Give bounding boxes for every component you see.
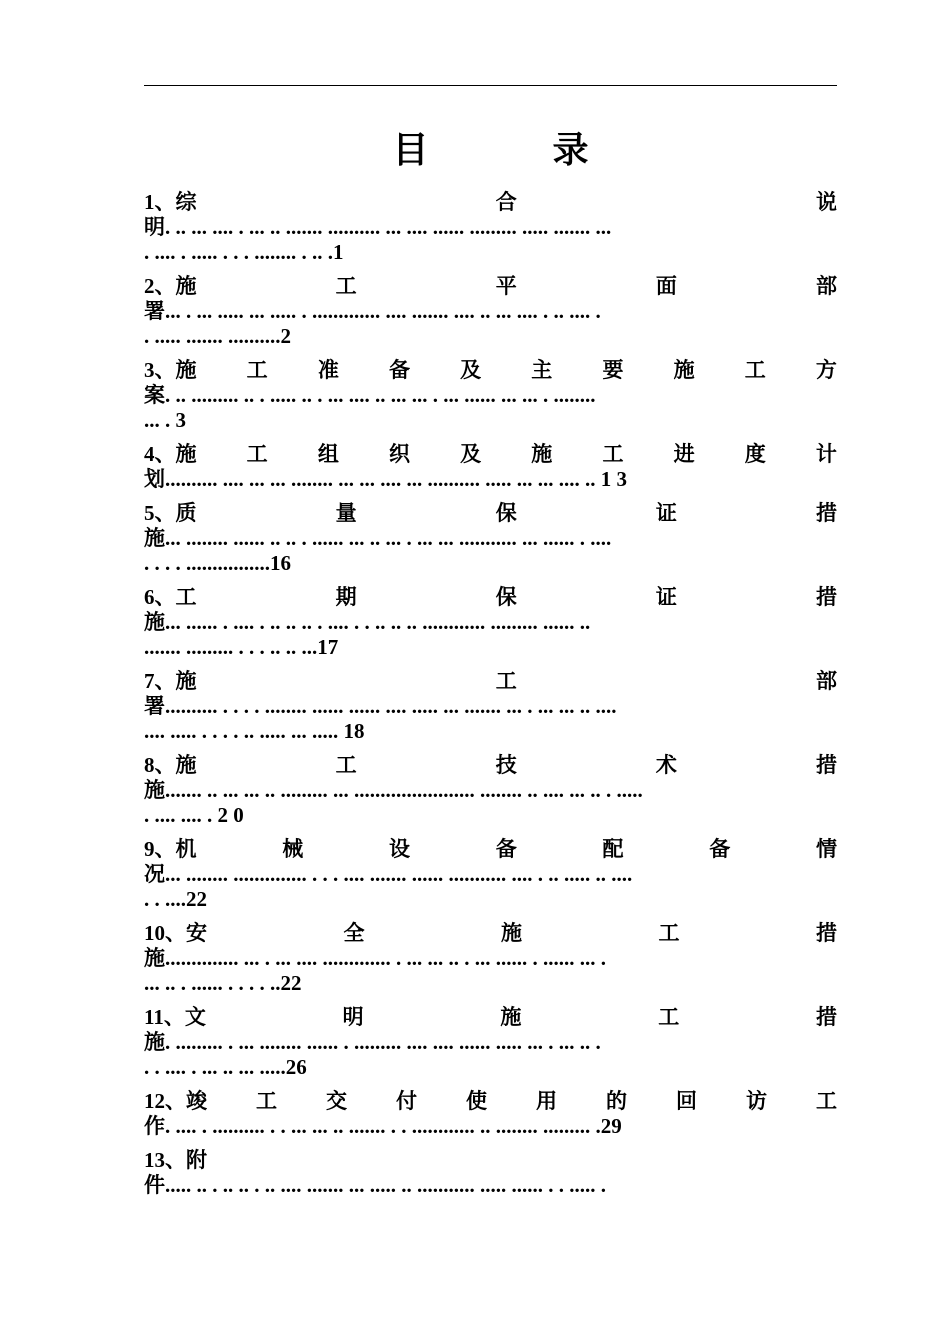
toc-title: 目 录 (392, 130, 633, 170)
toc-leader-line: . .... . ..... . . . ........ . .. .1 (144, 240, 344, 264)
toc-leader-line: ... .. . ...... . . . . ..22 (144, 971, 302, 995)
toc-heading-word: 施 (501, 921, 522, 945)
toc-heading-word: 工 (658, 921, 680, 945)
toc-heading-word: 施 (500, 1005, 522, 1029)
toc-heading-word: 配 (602, 837, 624, 861)
toc-heading-word: 备 (709, 837, 731, 861)
toc-heading-word: 保 (495, 585, 517, 609)
toc-leader-line: 划.......... .... ... ... ........ ... ... .... ... .......... ..... ... ... .... .. 1 3 (144, 467, 627, 491)
toc-heading-word: 工 (602, 442, 624, 466)
toc-heading-word: 备 (495, 837, 517, 861)
toc-leader-line: 件..... .. . .. .. . .. .... ....... ... ..... .. ........... ..... ...... . . ..... . (144, 1173, 606, 1197)
toc-heading-word: 部 (816, 274, 837, 298)
toc-entry-heading (144, 669, 837, 694)
toc-heading-word: 证 (655, 585, 677, 609)
toc-entry-heading (144, 501, 837, 526)
toc-heading-word: 工 (335, 274, 357, 298)
toc-heading-word: 明 (342, 1005, 364, 1029)
toc-entry-heading (144, 837, 837, 862)
toc-heading-word: 措 (816, 501, 837, 525)
toc-heading-word: 平 (495, 274, 517, 298)
toc-heading-word: 付 (396, 1089, 417, 1113)
toc-leader-line: 施....... .. ... ... .. ......... ... ....................... ........ .. .... ... .. . ..... (144, 778, 643, 802)
toc-heading-word: 说 (816, 190, 837, 214)
toc-leader-line: 署.......... . . . . ........ ...... ...... .... ..... ... ....... ... . ... ... .. .... (144, 694, 617, 718)
toc-entry[interactable] (144, 274, 837, 349)
toc-heading-word: 工 (246, 442, 268, 466)
toc-heading-word: 期 (335, 585, 357, 609)
toc-heading-word: 备 (388, 358, 410, 382)
toc-heading-word: 工 (495, 669, 517, 693)
toc-heading-word: 进 (673, 442, 695, 466)
toc-leader-line: . . ....22 (144, 887, 207, 911)
toc-heading-word: 计 (815, 442, 837, 466)
toc-entry[interactable] (144, 358, 837, 433)
toc-entry[interactable] (144, 753, 837, 828)
toc-entry-heading (144, 753, 837, 778)
toc-heading-word: 交 (326, 1089, 347, 1113)
toc-heading-word: 准 (317, 358, 339, 382)
toc-leader-line: 作. .... . .......... . . ... ... .. ....... . . ............ .. ........ ......... .29 (144, 1114, 622, 1138)
toc-entry[interactable] (144, 1089, 837, 1139)
toc-heading-word: 工 (744, 358, 766, 382)
toc-entry-heading (144, 1005, 837, 1030)
toc-heading-word: 10、安 (144, 921, 207, 945)
toc-leader-line: .... ..... . . . . .. ..... ... ..... 18 (144, 719, 365, 743)
toc-heading-word: 术 (655, 753, 677, 777)
toc-heading-word: 工 (256, 1089, 277, 1113)
toc-heading-word: 使 (466, 1089, 487, 1113)
table-of-contents (144, 190, 837, 1207)
toc-leader-line: . ..... ....... ..........2 (144, 324, 291, 348)
toc-heading-word: 度 (744, 442, 766, 466)
toc-leader-line: ....... ......... . . . .. .. ...17 (144, 635, 339, 659)
toc-leader-line: 施... ...... . .... . .. .. .. . .... . . .. .. .. ............ ......... ...... .. (144, 610, 591, 634)
toc-leader-line: . . . . ................16 (144, 551, 291, 575)
toc-heading-word: 措 (815, 1005, 837, 1029)
toc-heading-word: 部 (816, 669, 837, 693)
toc-entry[interactable] (144, 837, 837, 912)
toc-leader-line: 况... ........ .............. . . . .... ....... ...... ........... .... . .. ..... .. .... (144, 862, 633, 886)
toc-heading-word: 组 (317, 442, 339, 466)
toc-heading-word: 及 (460, 358, 482, 382)
toc-heading-word: 2、施 (144, 274, 197, 298)
toc-entry-heading (144, 442, 837, 467)
toc-heading-word: 全 (343, 921, 365, 945)
toc-leader-line: . .... .... . 2 0 (144, 803, 244, 827)
toc-leader-line: 施... ........ ...... .. .. . ...... ... .. ... . ... ... ........... ... ...... . .... (144, 526, 612, 550)
toc-entry[interactable] (144, 501, 837, 576)
toc-entry[interactable] (144, 1148, 837, 1198)
toc-heading-word: 回 (676, 1089, 697, 1113)
toc-heading-word: 8、施 (144, 753, 197, 777)
toc-entry-heading (144, 358, 837, 383)
header-rule (144, 85, 837, 86)
toc-heading-word: 械 (282, 837, 304, 861)
toc-leader-line: 施. ......... . ... ........ ...... . ......... .... .... ...... ..... ... . ... .. . (144, 1030, 601, 1054)
toc-heading-word: 情 (816, 837, 837, 861)
toc-heading-word: 设 (389, 837, 410, 861)
toc-heading-word: 保 (495, 501, 517, 525)
toc-entry-heading (144, 585, 837, 610)
toc-heading-word: 工 (335, 753, 357, 777)
toc-entry-heading (144, 190, 837, 215)
toc-heading-word: 施 (673, 358, 695, 382)
toc-heading-word: 方 (815, 358, 837, 382)
toc-heading-word: 13、附 (144, 1148, 207, 1172)
toc-heading-word: 3、施 (144, 358, 197, 382)
toc-entry-heading (144, 921, 837, 946)
toc-entry-heading (144, 1089, 837, 1114)
toc-heading-word: 要 (602, 358, 624, 382)
toc-heading-word: 工 (246, 358, 268, 382)
toc-heading-word: 4、施 (144, 442, 197, 466)
toc-heading-word: 访 (746, 1089, 767, 1113)
toc-heading-word: 5、质 (144, 501, 197, 525)
toc-leader-line: ... . 3 (144, 408, 186, 432)
toc-entry-heading (144, 274, 837, 299)
toc-entry[interactable] (144, 921, 837, 996)
toc-heading-word: 措 (816, 753, 837, 777)
toc-heading-word: 11、文 (144, 1005, 206, 1029)
toc-leader-line: 署... . ... ..... ... ..... . ............. .... ....... .... .. ... .... . .. .... . (144, 299, 601, 323)
toc-heading-word: 织 (388, 442, 410, 466)
toc-heading-word: 措 (816, 921, 837, 945)
toc-heading-word: 及 (460, 442, 482, 466)
toc-entry[interactable] (144, 190, 837, 265)
toc-heading-word: 技 (495, 753, 517, 777)
toc-entry[interactable] (144, 1005, 837, 1080)
toc-heading-word: 证 (655, 501, 677, 525)
toc-entry[interactable] (144, 585, 837, 660)
toc-heading-word: 措 (816, 585, 837, 609)
toc-entry-heading (144, 1148, 837, 1173)
toc-heading-word: 主 (531, 358, 553, 382)
toc-heading-word: 合 (495, 190, 517, 214)
toc-heading-word: 的 (606, 1089, 627, 1113)
toc-heading-word: 12、竣 (144, 1089, 207, 1113)
toc-heading-word: 6、工 (144, 585, 197, 609)
toc-heading-word: 1、综 (144, 190, 197, 214)
toc-leader-line: 明. .. ... .... . ... .. ....... .......... ... .... ...... ......... ..... ....... ... (144, 215, 612, 239)
toc-heading-word: 施 (531, 442, 553, 466)
toc-heading-word: 工 (658, 1005, 680, 1029)
toc-heading-word: 9、机 (144, 837, 197, 861)
toc-leader-line: 案. .. ......... .. . ..... .. . ... .... .. ... ... . ... ...... ... ... . ........ (144, 383, 596, 407)
toc-entry[interactable] (144, 669, 837, 744)
toc-heading-word: 工 (816, 1089, 837, 1113)
toc-heading-word: 面 (655, 274, 677, 298)
toc-heading-word: 量 (335, 501, 357, 525)
toc-leader-line: 施.............. ... . ... .... ............. . ... ... .. . ... ...... . ...... ... . (144, 946, 606, 970)
toc-heading-word: 用 (536, 1089, 557, 1113)
toc-leader-line: . . .... . ... .. ... .....26 (144, 1055, 307, 1079)
toc-entry[interactable] (144, 442, 837, 492)
toc-heading-word: 7、施 (144, 669, 197, 693)
